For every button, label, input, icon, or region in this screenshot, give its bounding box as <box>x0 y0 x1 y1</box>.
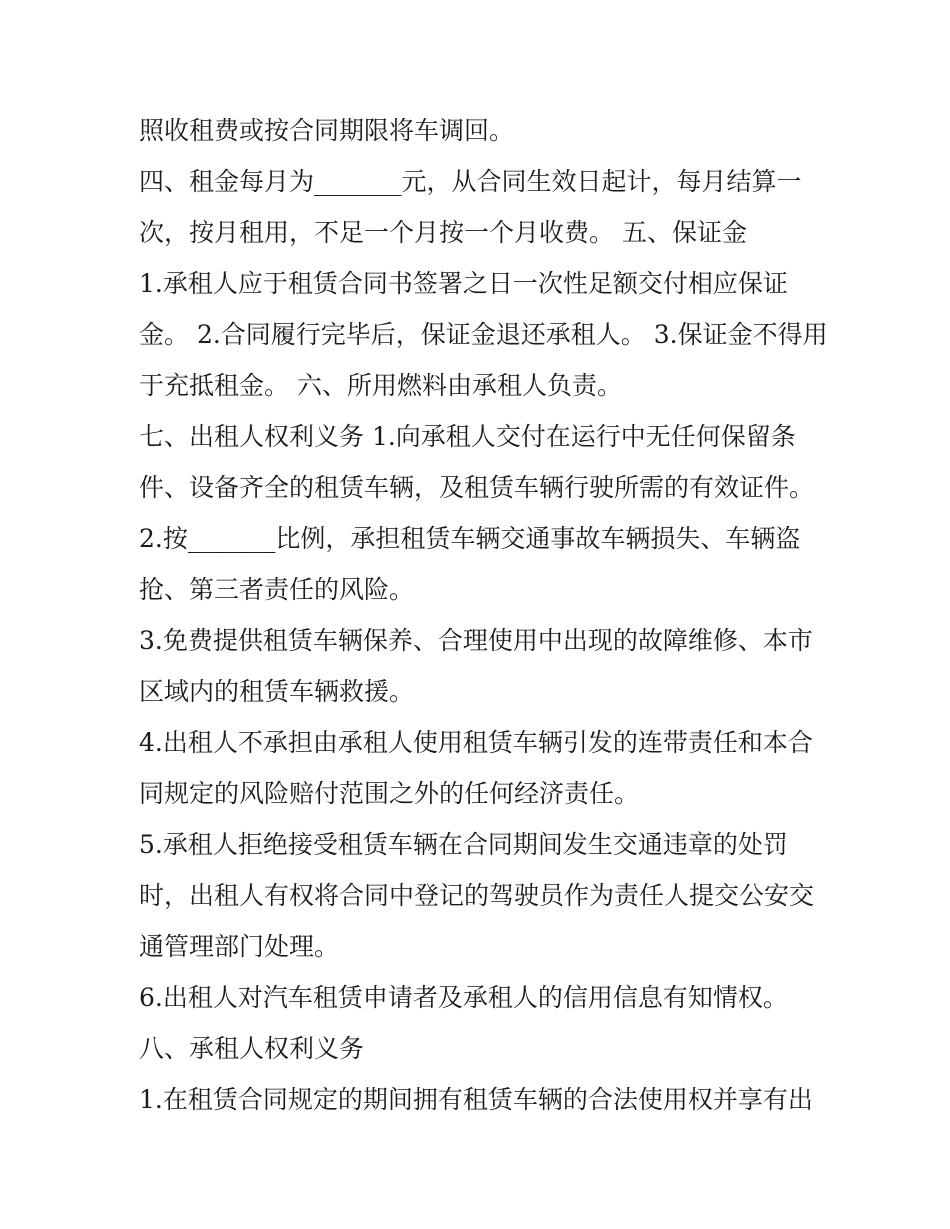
text-line: 于充抵租金。 六、所用燃料由承租人负责。 <box>139 371 622 400</box>
text-line: 四、租金每月为_______元，从合同生效日起计，每月结算一 <box>139 167 802 196</box>
text-line: 照收租费或按合同期限将车调回。 <box>139 116 515 145</box>
text-line: 3.免费提供租赁车辆保养、合理使用中出现的故障维修、本市 <box>139 626 813 655</box>
text-line: 时，出租人有权将合同中登记的驾驶员作为责任人提交公安交 <box>139 881 815 910</box>
text-line: 通管理部门处理。 <box>139 932 340 961</box>
text-line: 抢、第三者责任的风险。 <box>139 575 415 604</box>
text-line: 5.承租人拒绝接受租赁车辆在合同期间发生交通违章的处罚 <box>139 830 788 859</box>
text-line: 1.在租赁合同规定的期间拥有租赁车辆的合法使用权并享有出 <box>139 1085 813 1114</box>
text-line: 2.按_______比例，承担租赁车辆交通事故车辆损失、车辆盗 <box>139 524 801 553</box>
text-line: 区域内的租赁车辆救援。 <box>139 677 415 706</box>
text-line: 4.出租人不承担由承租人使用租赁车辆引发的连带责任和本合 <box>139 728 813 757</box>
text-line: 6.出租人对汽车租赁申请者及承租人的信用信息有知情权。 <box>139 983 788 1012</box>
text-line: 八、承租人权利义务 <box>139 1034 365 1063</box>
text-line: 七、出租人权利义务 1.向承租人交付在运行中无任何保留条 <box>139 422 796 451</box>
text-line: 1.承租人应于租赁合同书签署之日一次性足额交付相应保证 <box>139 269 788 298</box>
text-line: 次，按月租用，不足一个月按一个月收费。 五、保证金 <box>139 218 747 247</box>
text-line: 同规定的风险赔付范围之外的任何经济责任。 <box>139 779 640 808</box>
text-line: 件、设备齐全的租赁车辆，及租赁车辆行驶所需的有效证件。 <box>139 473 815 502</box>
text-line: 金。 2.合同履行完毕后，保证金退还承租人。 3.保证金不得用 <box>139 320 828 349</box>
contract-text-body <box>139 105 829 1125</box>
